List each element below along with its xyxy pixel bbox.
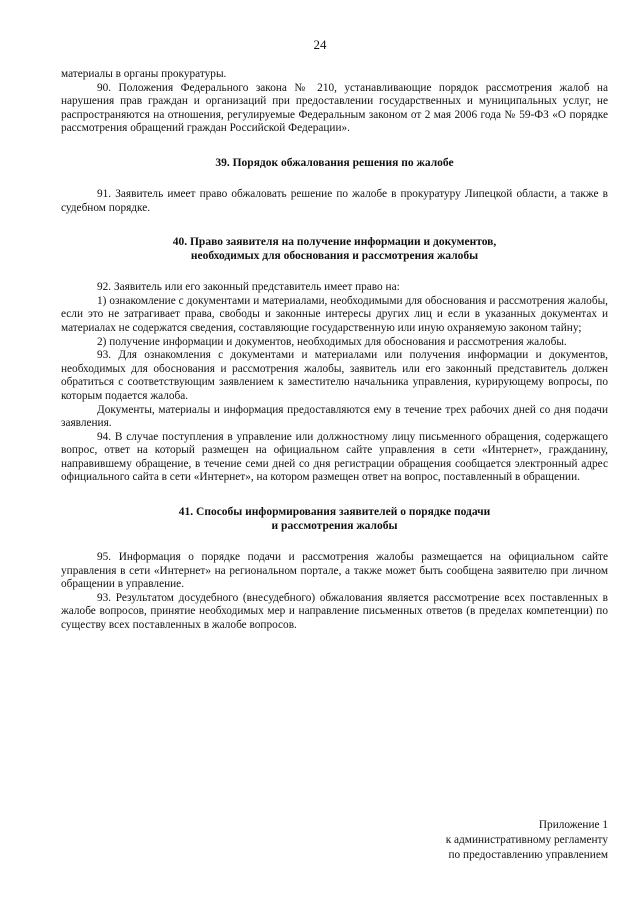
document-body	[61, 68, 608, 633]
paragraph-93-continued: Документы, материалы и информация предоставляются ему в течение трех рабочих дней со дня подачи заявления.	[61, 403, 608, 430]
paragraph-92-item-2: 2) получение информации и документов, необходимых для обоснования и рассмотрения жалобы.	[97, 335, 567, 348]
page-number: 24	[313, 37, 327, 52]
section-heading-41-line2: и рассмотрения жалобы	[271, 520, 398, 533]
section-heading-41-line1: 41. Способы информирования заявителей о порядке подачи	[178, 506, 491, 519]
paragraph-continuation: материалы в органы прокуратуры.	[61, 68, 227, 80]
paragraph-92-item-1: 1) ознакомление с документами и материалами, необходимыми для обоснования и рассмотрения жалобы, если это не затрагивает права, свободы и законные интересы других лиц и если в указанных документах и материалах не содержатся сведения, составляющие государственную или иную охраняемую законом тайну;	[61, 294, 608, 334]
appendix-header	[446, 818, 608, 863]
paragraph-93: 93. Для ознакомления с документами и материалами или получения информации и документов, необходимых для обоснования и рассмотрения жалобы, заявитель или его законный представитель должен обратиться с соответствующим заявлением к заместителю начальника управления, курирующему вопросы, по которым подается жалоба.	[61, 349, 608, 402]
paragraph-92: 92. Заявитель или его законный представитель имеет право на:	[97, 281, 400, 294]
section-heading-39: 39. Порядок обжалования решения по жалобе	[215, 156, 454, 169]
appendix-line-1: Приложение 1	[538, 819, 608, 831]
paragraph-94: 94. В случае поступления в управление или должностному лицу письменного обращения, содержащего вопрос, ответ на который размещен на официальном сайте управления в сети «Интернет», гражданину, направившему обращение, в течение семи дней со дня регистрации обращения сообщается электронный адрес официального сайта в сети «Интернет», на котором размещен ответ на вопрос, поставленный в обращении.	[61, 430, 608, 484]
section-heading-40-line1: 40. Право заявителя на получение информации и документов,	[172, 236, 497, 249]
appendix-line-2: к административному регламенту	[445, 834, 608, 846]
paragraph-90: 90. Положения Федерального закона № 210, устанавливающие порядок рассмотрения жалоб на нарушения прав граждан и организаций при предоставлении государственных и муниципальных услуг, не распространяются на отношения, регулируемые Федеральным законом от 2 мая 2006 года № 59-ФЗ «О порядке рассмотрения обращений граждан Российской Федерации».	[61, 81, 608, 135]
paragraph-95: 95. Информация о порядке подачи и рассмотрения жалобы размещается на официальном сайте управления в сети «Интернет» на региональном портале, а также может быть сообщена заявителю при личном обращении в управление.	[61, 551, 608, 591]
paragraph-91: 91. Заявитель имеет право обжаловать решение по жалобе в прокуратуру Липецкой области, а также в судебном порядке.	[61, 187, 608, 214]
paragraph-93-result: 93. Результатом досудебного (внесудебного) обжалования является рассмотрение всех поставленных в жалобе вопросов, принятие необходимых мер и направление письменных ответов (в пределах компетенции) по существу всех поставленных в жалобе вопросов.	[61, 591, 608, 632]
appendix-line-3: по предоставлению управлением	[448, 849, 608, 861]
section-heading-40-line2: необходимых для обоснования и рассмотрения жалобы	[190, 250, 479, 263]
